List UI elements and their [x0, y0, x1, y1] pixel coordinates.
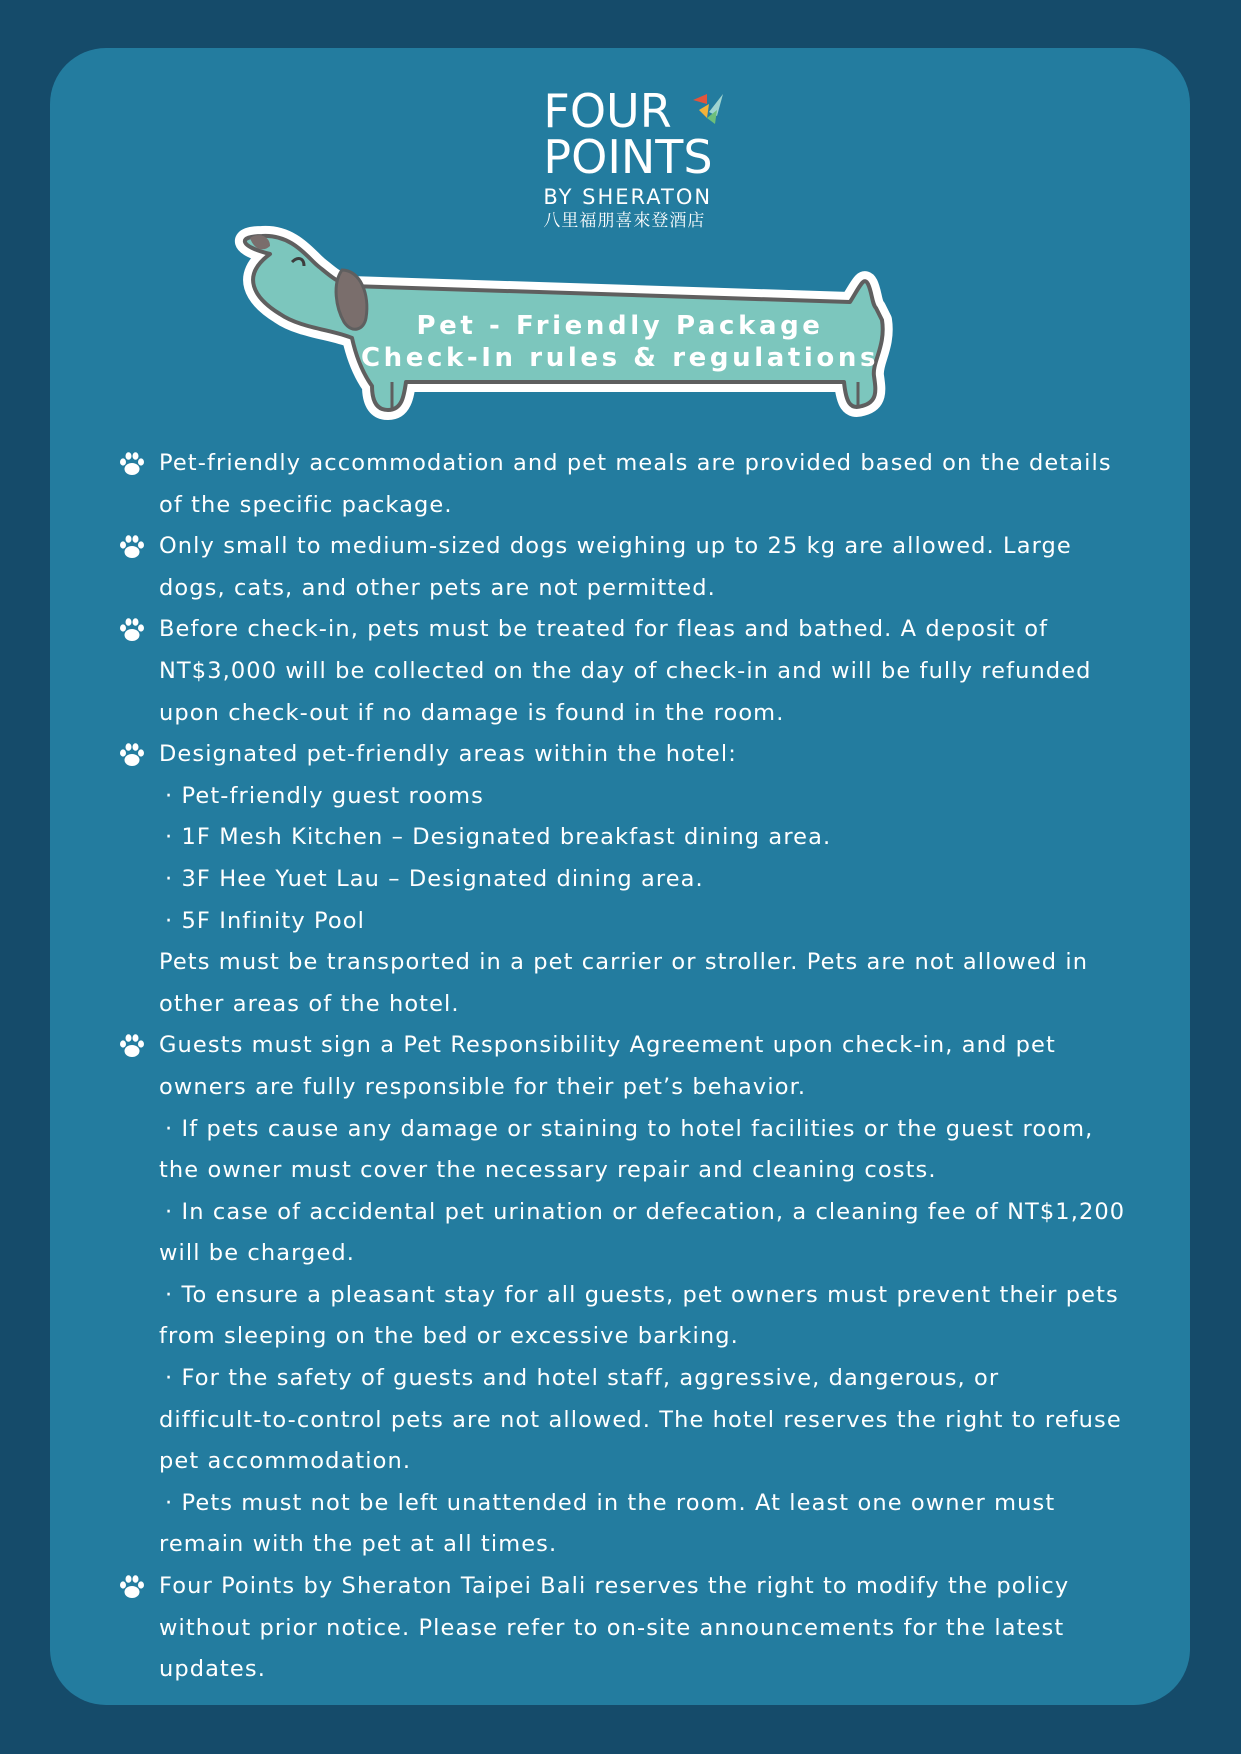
list-item: [50, 526, 1190, 609]
logo-four: FOUR: [543, 84, 672, 138]
rule-line: Only small to medium-sized dogs weighing up to 25 kg are allowed. Large: [159, 533, 1072, 560]
list-item: [50, 609, 1190, 734]
info-card: [50, 48, 1190, 1705]
package-title-line2: Check-In rules & regulations: [360, 343, 880, 373]
paw-icon: [118, 742, 146, 768]
rule-line: Guests must sign a Pet Responsibility Agreement upon check-in, and pet: [159, 1032, 1056, 1059]
four-points-leaf-mark: [691, 90, 727, 126]
paw-icon: [118, 1033, 146, 1059]
rule-sub-item: · In case of accidental pet urination or defecation, a cleaning fee of NT$1,200: [165, 1198, 1126, 1225]
rule-line: will be charged.: [159, 1240, 356, 1267]
rule-line: difficult-to-control pets are not allowed. The hotel reserves the right to refuse: [159, 1406, 1122, 1433]
rule-sub-item: · For the safety of guests and hotel staff, aggressive, dangerous, or: [165, 1365, 1000, 1392]
rule-sub-item: · If pets cause any damage or staining to hotel facilities or the guest room,: [165, 1115, 1094, 1142]
rule-line: the owner must cover the necessary repair and cleaning costs.: [159, 1157, 937, 1184]
paw-icon: [118, 1574, 146, 1600]
rule-line: pet accommodation.: [159, 1448, 412, 1475]
list-item: [50, 1025, 1190, 1566]
rule-line: NT$3,000 will be collected on the day of check-in and will be fully refunded: [159, 657, 1092, 684]
rule-line: other areas of the hotel.: [159, 990, 460, 1017]
list-item: [50, 1566, 1190, 1691]
list-item: [50, 443, 1190, 526]
package-title: [50, 310, 1190, 374]
package-title-line1: Pet - Friendly Package: [416, 311, 824, 341]
rule-line: dogs, cats, and other pets are not permitted.: [159, 574, 716, 601]
rule-sub-item: · Pets must not be left unattended in the room. At least one owner must: [165, 1489, 1056, 1516]
list-item: [50, 734, 1190, 1025]
rule-line: of the specific package.: [159, 491, 453, 518]
paw-icon: [118, 451, 146, 477]
rule-line: Before check-in, pets must be treated for fleas and bathed. A deposit of: [159, 616, 1049, 643]
rule-line: Pet-friendly accommodation and pet meals are provided based on the details: [159, 450, 1112, 476]
rules-list: [50, 443, 1190, 1691]
paw-icon: [118, 617, 146, 643]
rule-line: remain with the pet at all times.: [159, 1531, 558, 1558]
rule-line: owners are fully responsible for their pet’s behavior.: [159, 1073, 807, 1100]
rule-line: Four Points by Sheraton Taipei Bali reserves the right to modify the policy: [159, 1573, 1070, 1600]
rule-sub-item: · 3F Hee Yuet Lau – Designated dining area.: [165, 865, 704, 892]
rule-sub-item: · Pet-friendly guest rooms: [165, 782, 484, 809]
rule-line: upon check-out if no damage is found in the room.: [159, 699, 785, 726]
logo-by-sheraton: BY SHERATON: [543, 185, 713, 209]
logo-points: POINTS: [543, 130, 713, 184]
rule-line: Designated pet-friendly areas within the hotel:: [159, 741, 737, 768]
rule-line: Pets must be transported in a pet carrier or stroller. Pets are not allowed in: [159, 949, 1089, 976]
rule-sub-item: · 5F Infinity Pool: [165, 907, 365, 934]
paw-icon: [118, 534, 146, 560]
rule-sub-item: · 1F Mesh Kitchen – Designated breakfast dining area.: [165, 824, 832, 851]
rule-line: updates.: [159, 1656, 266, 1683]
rule-line: without prior notice. Please refer to on-site announcements for the latest: [159, 1614, 1065, 1641]
rule-line: from sleeping on the bed or excessive barking.: [159, 1323, 739, 1350]
logo-chinese-name: 八里福朋喜來登酒店: [543, 211, 706, 231]
rule-sub-item: · To ensure a pleasant stay for all guests, pet owners must prevent their pets: [165, 1281, 1119, 1308]
